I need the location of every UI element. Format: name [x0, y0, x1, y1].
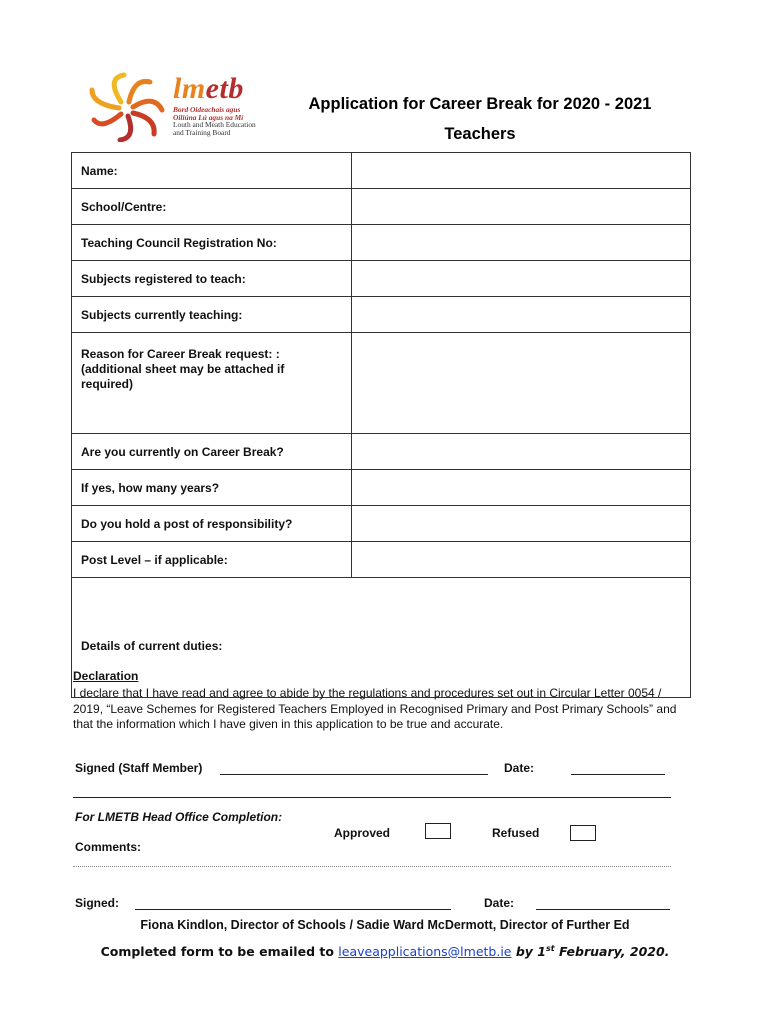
table-row — [72, 578, 691, 698]
subjects-teaching-label: Subjects currently teaching: — [72, 297, 352, 333]
directors-names: Fiona Kindlon, Director of Schools / Sadie Ward McDermott, Director of Further Ed — [140, 918, 630, 932]
table-row — [72, 153, 691, 189]
reason-label: Reason for Career Break request: : (additional sheet may be attached if required) — [72, 333, 352, 434]
comments-label: Comments: — [75, 840, 142, 854]
approved-label: Approved — [334, 826, 391, 840]
post-label: Do you hold a post of responsibility? — [72, 506, 352, 542]
school-field[interactable] — [352, 189, 691, 225]
table-row — [72, 434, 691, 470]
years-field[interactable] — [352, 470, 691, 506]
registration-label: Teaching Council Registration No: — [72, 225, 352, 261]
refused-label: Refused — [492, 826, 540, 840]
on-break-label: Are you currently on Career Break? — [72, 434, 352, 470]
table-row — [72, 261, 691, 297]
declaration-text: I declare that I have read and agree to abide by the regulations and procedures set out in Circular Letter 0054 / 2019, “Leave Schemes for Registered Teachers Employed in Recognised Primary and Post Primary Schools” and that the information which I have given in this application to be true and accurate. — [73, 686, 677, 731]
name-field[interactable] — [352, 153, 691, 189]
subjects-teaching-field[interactable] — [352, 297, 691, 333]
years-label: If yes, how many years? — [72, 470, 352, 506]
office-date-line[interactable] — [536, 895, 670, 910]
duties-field[interactable]: Details of current duties: — [72, 578, 691, 698]
office-heading: For LMETB Head Office Completion: — [75, 810, 283, 824]
approved-checkbox[interactable] — [425, 823, 451, 839]
sunburst-logo-icon — [83, 72, 169, 142]
divider — [73, 787, 671, 798]
subjects-registered-field[interactable] — [352, 261, 691, 297]
table-row — [72, 189, 691, 225]
refused-checkbox[interactable] — [570, 825, 596, 841]
subjects-registered-label: Subjects registered to teach: — [72, 261, 352, 297]
table-row — [72, 506, 691, 542]
logo-wordmark: lmetb — [173, 72, 244, 105]
registration-field[interactable] — [352, 225, 691, 261]
page-title: Application for Career Break for 2020 - 2021 — [308, 95, 652, 113]
name-label: Name: — [72, 153, 352, 189]
signed-label: Signed: — [75, 896, 119, 910]
office-signature-line[interactable] — [135, 895, 451, 910]
declaration-heading: Declaration — [73, 669, 139, 683]
submission-instructions: Completed form to be emailed to leaveapplications@lmetb.ie by 1st February, 2020. — [100, 944, 670, 960]
post-level-label: Post Level – if applicable: — [72, 542, 352, 578]
lmetb-logo — [83, 72, 273, 142]
on-break-field[interactable] — [352, 434, 691, 470]
table-row — [72, 297, 691, 333]
staff-date-line[interactable] — [571, 760, 665, 775]
email-link[interactable]: leaveapplications@lmetb.ie — [338, 944, 512, 960]
table-row — [72, 542, 691, 578]
table-row — [72, 225, 691, 261]
logo-subtitle: Bord Oideachais agus Oiliúna Lú agus na Mí Louth and Meath Education and Training Board — [173, 105, 256, 137]
table-row — [72, 333, 691, 434]
reason-field[interactable] — [352, 333, 691, 434]
school-label: School/Centre: — [72, 189, 352, 225]
page-subtitle: Teachers — [444, 125, 516, 143]
post-level-field[interactable] — [352, 542, 691, 578]
staff-signature-line[interactable] — [220, 760, 488, 775]
office-date-label: Date: — [484, 896, 515, 910]
comments-line[interactable] — [73, 856, 671, 867]
application-form-table — [71, 152, 691, 698]
post-field[interactable] — [352, 506, 691, 542]
date-label: Date: — [504, 761, 535, 775]
signed-staff-label: Signed (Staff Member) — [75, 761, 203, 775]
table-row — [72, 470, 691, 506]
